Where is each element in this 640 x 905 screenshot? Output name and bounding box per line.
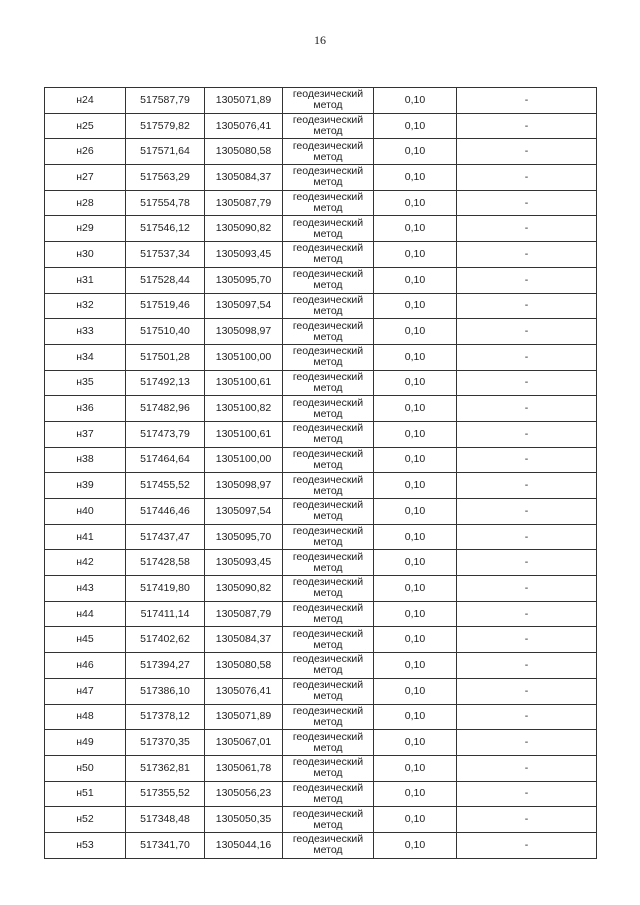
method-line-2: метод bbox=[313, 227, 343, 240]
y-coordinate-cell: 1305044,16 bbox=[205, 832, 283, 858]
method-line-1: геодезический bbox=[292, 525, 364, 538]
point-id-cell: н33 bbox=[45, 319, 126, 345]
accuracy-cell: 0,10 bbox=[374, 421, 457, 447]
accuracy-cell: 0,10 bbox=[374, 344, 457, 370]
table-row bbox=[45, 139, 597, 165]
y-coordinate-cell: 1305100,61 bbox=[205, 370, 283, 396]
method-cell bbox=[283, 190, 374, 216]
method-cell bbox=[283, 242, 374, 268]
method-line-2: метод bbox=[313, 510, 343, 523]
method-line-2: метод bbox=[313, 407, 343, 420]
x-coordinate-cell: 517437,47 bbox=[126, 524, 205, 550]
accuracy-cell: 0,10 bbox=[374, 601, 457, 627]
note-cell: - bbox=[457, 88, 597, 114]
method-line-1: геодезический bbox=[292, 293, 364, 306]
note-cell: - bbox=[457, 344, 597, 370]
method-cell bbox=[283, 653, 374, 679]
method-line-1: геодезический bbox=[292, 499, 364, 512]
note-cell: - bbox=[457, 113, 597, 139]
method-line-1: геодезический bbox=[292, 704, 364, 717]
method-line-2: метод bbox=[313, 715, 343, 728]
method-cell bbox=[283, 499, 374, 525]
point-id-cell: н32 bbox=[45, 293, 126, 319]
x-coordinate-cell: 517587,79 bbox=[126, 88, 205, 114]
x-coordinate-cell: 517546,12 bbox=[126, 216, 205, 242]
accuracy-cell: 0,10 bbox=[374, 576, 457, 602]
y-coordinate-cell: 1305076,41 bbox=[205, 678, 283, 704]
x-coordinate-cell: 517482,96 bbox=[126, 396, 205, 422]
y-coordinate-cell: 1305071,89 bbox=[205, 88, 283, 114]
method-line-1: геодезический bbox=[292, 88, 364, 101]
point-id-cell: н31 bbox=[45, 267, 126, 293]
table-row bbox=[45, 499, 597, 525]
method-cell bbox=[283, 421, 374, 447]
method-cell bbox=[283, 524, 374, 550]
point-id-cell: н53 bbox=[45, 832, 126, 858]
method-line-1: геодезический bbox=[292, 319, 364, 332]
point-id-cell: н49 bbox=[45, 730, 126, 756]
method-line-1: геодезический bbox=[292, 268, 364, 281]
method-line-2: метод bbox=[313, 279, 343, 292]
y-coordinate-cell: 1305090,82 bbox=[205, 576, 283, 602]
point-id-cell: н35 bbox=[45, 370, 126, 396]
method-cell bbox=[283, 113, 374, 139]
x-coordinate-cell: 517362,81 bbox=[126, 755, 205, 781]
method-line-1: геодезический bbox=[292, 730, 364, 743]
method-line-2: метод bbox=[313, 587, 343, 600]
method-line-1: геодезический bbox=[292, 833, 364, 846]
y-coordinate-cell: 1305061,78 bbox=[205, 755, 283, 781]
x-coordinate-cell: 517394,27 bbox=[126, 653, 205, 679]
x-coordinate-cell: 517554,78 bbox=[126, 190, 205, 216]
point-id-cell: н42 bbox=[45, 550, 126, 576]
point-id-cell: н45 bbox=[45, 627, 126, 653]
method-cell bbox=[283, 216, 374, 242]
method-line-1: геодезический bbox=[292, 602, 364, 615]
note-cell: - bbox=[457, 267, 597, 293]
y-coordinate-cell: 1305100,61 bbox=[205, 421, 283, 447]
method-cell bbox=[283, 344, 374, 370]
method-line-2: метод bbox=[313, 330, 343, 343]
x-coordinate-cell: 517510,40 bbox=[126, 319, 205, 345]
y-coordinate-cell: 1305067,01 bbox=[205, 730, 283, 756]
method-line-1: геодезический bbox=[292, 679, 364, 692]
x-coordinate-cell: 517537,34 bbox=[126, 242, 205, 268]
method-line-2: метод bbox=[313, 125, 343, 138]
note-cell: - bbox=[457, 293, 597, 319]
table-row bbox=[45, 267, 597, 293]
method-cell bbox=[283, 370, 374, 396]
x-coordinate-cell: 517455,52 bbox=[126, 473, 205, 499]
accuracy-cell: 0,10 bbox=[374, 807, 457, 833]
x-coordinate-cell: 517386,10 bbox=[126, 678, 205, 704]
note-cell: - bbox=[457, 627, 597, 653]
note-cell: - bbox=[457, 755, 597, 781]
method-cell bbox=[283, 88, 374, 114]
note-cell: - bbox=[457, 139, 597, 165]
x-coordinate-cell: 517492,13 bbox=[126, 370, 205, 396]
point-id-cell: н38 bbox=[45, 447, 126, 473]
method-cell bbox=[283, 293, 374, 319]
accuracy-cell: 0,10 bbox=[374, 730, 457, 756]
method-line-1: геодезический bbox=[292, 447, 364, 460]
method-line-2: метод bbox=[313, 690, 343, 703]
accuracy-cell: 0,10 bbox=[374, 370, 457, 396]
method-line-2: метод bbox=[313, 484, 343, 497]
point-id-cell: н51 bbox=[45, 781, 126, 807]
note-cell: - bbox=[457, 704, 597, 730]
method-cell bbox=[283, 447, 374, 473]
method-line-2: метод bbox=[313, 664, 343, 677]
y-coordinate-cell: 1305080,58 bbox=[205, 653, 283, 679]
method-line-1: геодезический bbox=[292, 756, 364, 769]
method-line-2: метод bbox=[313, 381, 343, 394]
table-row bbox=[45, 293, 597, 319]
y-coordinate-cell: 1305050,35 bbox=[205, 807, 283, 833]
note-cell: - bbox=[457, 807, 597, 833]
accuracy-cell: 0,10 bbox=[374, 473, 457, 499]
table-row bbox=[45, 344, 597, 370]
table-row bbox=[45, 730, 597, 756]
method-cell bbox=[283, 704, 374, 730]
point-id-cell: н34 bbox=[45, 344, 126, 370]
point-id-cell: н40 bbox=[45, 499, 126, 525]
table-row bbox=[45, 421, 597, 447]
x-coordinate-cell: 517402,62 bbox=[126, 627, 205, 653]
method-cell bbox=[283, 550, 374, 576]
note-cell: - bbox=[457, 601, 597, 627]
accuracy-cell: 0,10 bbox=[374, 550, 457, 576]
accuracy-cell: 0,10 bbox=[374, 293, 457, 319]
method-cell bbox=[283, 165, 374, 191]
x-coordinate-cell: 517341,70 bbox=[126, 832, 205, 858]
method-cell bbox=[283, 267, 374, 293]
method-line-2: метод bbox=[313, 99, 343, 112]
method-cell bbox=[283, 755, 374, 781]
table-row bbox=[45, 601, 597, 627]
y-coordinate-cell: 1305093,45 bbox=[205, 242, 283, 268]
point-id-cell: н24 bbox=[45, 88, 126, 114]
method-line-1: геодезический bbox=[292, 396, 364, 409]
point-id-cell: н46 bbox=[45, 653, 126, 679]
accuracy-cell: 0,10 bbox=[374, 190, 457, 216]
method-line-1: геодезический bbox=[292, 653, 364, 666]
method-cell bbox=[283, 396, 374, 422]
accuracy-cell: 0,10 bbox=[374, 216, 457, 242]
method-line-1: геодезический bbox=[292, 345, 364, 358]
method-cell bbox=[283, 730, 374, 756]
note-cell: - bbox=[457, 678, 597, 704]
method-line-2: метод bbox=[313, 176, 343, 189]
note-cell: - bbox=[457, 216, 597, 242]
note-cell: - bbox=[457, 832, 597, 858]
x-coordinate-cell: 517579,82 bbox=[126, 113, 205, 139]
y-coordinate-cell: 1305071,89 bbox=[205, 704, 283, 730]
note-cell: - bbox=[457, 165, 597, 191]
note-cell: - bbox=[457, 576, 597, 602]
point-id-cell: н50 bbox=[45, 755, 126, 781]
x-coordinate-cell: 517355,52 bbox=[126, 781, 205, 807]
method-line-1: геодезический bbox=[292, 370, 364, 383]
method-line-2: метод bbox=[313, 356, 343, 369]
table-row bbox=[45, 755, 597, 781]
accuracy-cell: 0,10 bbox=[374, 242, 457, 268]
method-cell bbox=[283, 139, 374, 165]
point-id-cell: н47 bbox=[45, 678, 126, 704]
table-row bbox=[45, 627, 597, 653]
y-coordinate-cell: 1305056,23 bbox=[205, 781, 283, 807]
table-row bbox=[45, 704, 597, 730]
method-line-1: геодезический bbox=[292, 216, 364, 229]
point-id-cell: н44 bbox=[45, 601, 126, 627]
table-row bbox=[45, 190, 597, 216]
accuracy-cell: 0,10 bbox=[374, 627, 457, 653]
point-id-cell: н41 bbox=[45, 524, 126, 550]
y-coordinate-cell: 1305093,45 bbox=[205, 550, 283, 576]
y-coordinate-cell: 1305095,70 bbox=[205, 524, 283, 550]
method-line-2: метод bbox=[313, 613, 343, 626]
y-coordinate-cell: 1305095,70 bbox=[205, 267, 283, 293]
y-coordinate-cell: 1305084,37 bbox=[205, 627, 283, 653]
method-line-2: метод bbox=[313, 767, 343, 780]
point-id-cell: н48 bbox=[45, 704, 126, 730]
method-line-1: геодезический bbox=[292, 807, 364, 820]
method-cell bbox=[283, 473, 374, 499]
method-cell bbox=[283, 576, 374, 602]
method-cell bbox=[283, 832, 374, 858]
accuracy-cell: 0,10 bbox=[374, 267, 457, 293]
x-coordinate-cell: 517563,29 bbox=[126, 165, 205, 191]
table-row bbox=[45, 447, 597, 473]
method-line-1: геодезический bbox=[292, 139, 364, 152]
method-line-1: геодезический bbox=[292, 242, 364, 255]
method-line-1: геодезический bbox=[292, 191, 364, 204]
method-line-2: метод bbox=[313, 844, 343, 857]
point-id-cell: н29 bbox=[45, 216, 126, 242]
note-cell: - bbox=[457, 190, 597, 216]
y-coordinate-cell: 1305097,54 bbox=[205, 293, 283, 319]
table-row bbox=[45, 781, 597, 807]
table-row bbox=[45, 242, 597, 268]
x-coordinate-cell: 517370,35 bbox=[126, 730, 205, 756]
y-coordinate-cell: 1305090,82 bbox=[205, 216, 283, 242]
table-row bbox=[45, 524, 597, 550]
point-id-cell: н25 bbox=[45, 113, 126, 139]
x-coordinate-cell: 517378,12 bbox=[126, 704, 205, 730]
accuracy-cell: 0,10 bbox=[374, 704, 457, 730]
table-row bbox=[45, 370, 597, 396]
accuracy-cell: 0,10 bbox=[374, 113, 457, 139]
note-cell: - bbox=[457, 242, 597, 268]
x-coordinate-cell: 517428,58 bbox=[126, 550, 205, 576]
y-coordinate-cell: 1305100,00 bbox=[205, 344, 283, 370]
x-coordinate-cell: 517419,80 bbox=[126, 576, 205, 602]
y-coordinate-cell: 1305098,97 bbox=[205, 319, 283, 345]
table-row bbox=[45, 807, 597, 833]
table-row bbox=[45, 113, 597, 139]
table-row bbox=[45, 678, 597, 704]
accuracy-cell: 0,10 bbox=[374, 781, 457, 807]
note-cell: - bbox=[457, 550, 597, 576]
table-row bbox=[45, 319, 597, 345]
note-cell: - bbox=[457, 447, 597, 473]
page-number: 16 bbox=[314, 33, 326, 47]
table-row bbox=[45, 653, 597, 679]
accuracy-cell: 0,10 bbox=[374, 678, 457, 704]
note-cell: - bbox=[457, 396, 597, 422]
table-row bbox=[45, 216, 597, 242]
note-cell: - bbox=[457, 524, 597, 550]
method-line-2: метод bbox=[313, 150, 343, 163]
note-cell: - bbox=[457, 499, 597, 525]
method-line-2: метод bbox=[313, 253, 343, 266]
table-row bbox=[45, 550, 597, 576]
method-line-2: метод bbox=[313, 202, 343, 215]
x-coordinate-cell: 517528,44 bbox=[126, 267, 205, 293]
method-line-2: метод bbox=[313, 561, 343, 574]
method-line-1: геодезический bbox=[292, 165, 364, 178]
method-line-1: геодезический bbox=[292, 627, 364, 640]
point-id-cell: н28 bbox=[45, 190, 126, 216]
accuracy-cell: 0,10 bbox=[374, 499, 457, 525]
point-id-cell: н26 bbox=[45, 139, 126, 165]
x-coordinate-cell: 517501,28 bbox=[126, 344, 205, 370]
note-cell: - bbox=[457, 730, 597, 756]
y-coordinate-cell: 1305100,00 bbox=[205, 447, 283, 473]
y-coordinate-cell: 1305087,79 bbox=[205, 190, 283, 216]
y-coordinate-cell: 1305100,82 bbox=[205, 396, 283, 422]
method-cell bbox=[283, 781, 374, 807]
method-line-2: метод bbox=[313, 741, 343, 754]
method-line-1: геодезический bbox=[292, 114, 364, 127]
x-coordinate-cell: 517473,79 bbox=[126, 421, 205, 447]
method-line-1: геодезический bbox=[292, 550, 364, 563]
x-coordinate-cell: 517411,14 bbox=[126, 601, 205, 627]
table-row bbox=[45, 832, 597, 858]
accuracy-cell: 0,10 bbox=[374, 165, 457, 191]
accuracy-cell: 0,10 bbox=[374, 139, 457, 165]
y-coordinate-cell: 1305076,41 bbox=[205, 113, 283, 139]
note-cell: - bbox=[457, 319, 597, 345]
method-cell bbox=[283, 319, 374, 345]
method-line-2: метод bbox=[313, 792, 343, 805]
x-coordinate-cell: 517571,64 bbox=[126, 139, 205, 165]
accuracy-cell: 0,10 bbox=[374, 755, 457, 781]
method-cell bbox=[283, 678, 374, 704]
note-cell: - bbox=[457, 421, 597, 447]
note-cell: - bbox=[457, 370, 597, 396]
accuracy-cell: 0,10 bbox=[374, 319, 457, 345]
point-id-cell: н27 bbox=[45, 165, 126, 191]
table-row bbox=[45, 576, 597, 602]
method-line-2: метод bbox=[313, 433, 343, 446]
method-cell bbox=[283, 807, 374, 833]
method-line-1: геодезический bbox=[292, 473, 364, 486]
x-coordinate-cell: 517519,46 bbox=[126, 293, 205, 319]
method-line-1: геодезический bbox=[292, 781, 364, 794]
note-cell: - bbox=[457, 781, 597, 807]
table-row bbox=[45, 396, 597, 422]
table-row bbox=[45, 165, 597, 191]
method-line-2: метод bbox=[313, 304, 343, 317]
x-coordinate-cell: 517348,48 bbox=[126, 807, 205, 833]
y-coordinate-cell: 1305098,97 bbox=[205, 473, 283, 499]
method-line-2: метод bbox=[313, 458, 343, 471]
point-id-cell: н37 bbox=[45, 421, 126, 447]
accuracy-cell: 0,10 bbox=[374, 447, 457, 473]
y-coordinate-cell: 1305084,37 bbox=[205, 165, 283, 191]
table-row bbox=[45, 88, 597, 114]
accuracy-cell: 0,10 bbox=[374, 396, 457, 422]
accuracy-cell: 0,10 bbox=[374, 832, 457, 858]
x-coordinate-cell: 517464,64 bbox=[126, 447, 205, 473]
note-cell: - bbox=[457, 473, 597, 499]
point-id-cell: н30 bbox=[45, 242, 126, 268]
note-cell: - bbox=[457, 653, 597, 679]
point-id-cell: н52 bbox=[45, 807, 126, 833]
y-coordinate-cell: 1305097,54 bbox=[205, 499, 283, 525]
accuracy-cell: 0,10 bbox=[374, 653, 457, 679]
y-coordinate-cell: 1305080,58 bbox=[205, 139, 283, 165]
method-line-2: метод bbox=[313, 818, 343, 831]
y-coordinate-cell: 1305087,79 bbox=[205, 601, 283, 627]
point-id-cell: н39 bbox=[45, 473, 126, 499]
method-cell bbox=[283, 601, 374, 627]
method-line-2: метод bbox=[313, 638, 343, 651]
method-line-2: метод bbox=[313, 536, 343, 549]
accuracy-cell: 0,10 bbox=[374, 88, 457, 114]
accuracy-cell: 0,10 bbox=[374, 524, 457, 550]
method-line-1: геодезический bbox=[292, 422, 364, 435]
method-cell bbox=[283, 627, 374, 653]
x-coordinate-cell: 517446,46 bbox=[126, 499, 205, 525]
coordinates-table-body bbox=[45, 88, 597, 859]
point-id-cell: н36 bbox=[45, 396, 126, 422]
point-id-cell: н43 bbox=[45, 576, 126, 602]
coordinates-table bbox=[44, 87, 597, 859]
method-line-1: геодезический bbox=[292, 576, 364, 589]
table-row bbox=[45, 473, 597, 499]
